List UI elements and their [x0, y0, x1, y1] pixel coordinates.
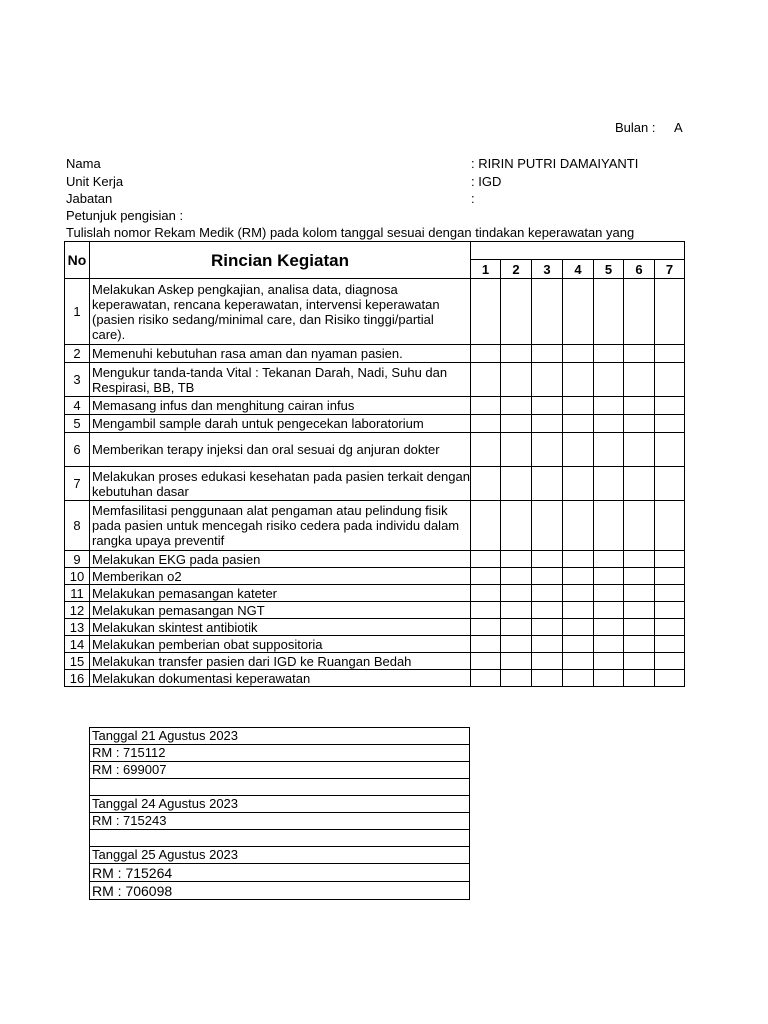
table-row	[65, 345, 685, 363]
row-activity: Melakukan Askep pengkajian, analisa data, diagnosa keperawatan, rencana keperawatan, intervensi keperawatan (pasien risiko sedang/minimal care, dan Risiko tinggi/partial care).	[90, 279, 471, 345]
date-cell[interactable]	[471, 653, 501, 670]
date-cell[interactable]	[471, 636, 501, 653]
date-col-2: 2	[501, 260, 532, 279]
table-row	[65, 501, 685, 551]
date-cell[interactable]	[471, 670, 501, 687]
date-cell[interactable]	[532, 433, 563, 467]
date-cell[interactable]	[471, 363, 501, 397]
rm-log-entry: RM : 706098	[90, 882, 470, 900]
date-cell[interactable]	[501, 433, 532, 467]
row-number: 14	[65, 636, 90, 653]
date-cell[interactable]	[532, 467, 563, 501]
rm-log-row	[90, 779, 470, 796]
table-row	[65, 467, 685, 501]
date-cell[interactable]	[563, 397, 594, 415]
rm-log-blank	[90, 830, 470, 847]
row-activity: Melakukan proses edukasi kesehatan pada pasien terkait dengan kebutuhan dasar	[90, 467, 471, 501]
date-cell[interactable]	[594, 415, 624, 433]
rm-log-date: Tanggal 24 Agustus 2023	[90, 796, 470, 813]
date-cell[interactable]	[471, 433, 501, 467]
date-cell[interactable]	[471, 585, 501, 602]
row-activity: Memasang infus dan menghitung cairan infus	[90, 397, 471, 415]
rm-log-entry: RM : 715112	[90, 745, 470, 762]
row-number: 16	[65, 670, 90, 687]
rm-log-row	[90, 882, 470, 900]
date-cell[interactable]	[655, 433, 685, 467]
rm-log-row	[90, 762, 470, 779]
table-row	[65, 433, 685, 467]
row-activity: Melakukan pemasangan NGT	[90, 602, 471, 619]
date-cell[interactable]	[594, 619, 624, 636]
date-cell[interactable]	[501, 602, 532, 619]
date-cell[interactable]	[532, 415, 563, 433]
date-cell[interactable]	[471, 397, 501, 415]
info-value-jabatan: :	[471, 191, 475, 206]
row-number: 11	[65, 585, 90, 602]
rm-log-row	[90, 728, 470, 745]
date-cell[interactable]	[471, 551, 501, 568]
date-cell[interactable]	[624, 653, 655, 670]
date-cell[interactable]	[501, 501, 532, 551]
date-cell[interactable]	[563, 501, 594, 551]
row-number: 7	[65, 467, 90, 501]
col-header-no: No	[65, 242, 90, 279]
rm-log-row	[90, 864, 470, 882]
date-col-4: 4	[563, 260, 594, 279]
row-activity: Melakukan pemasangan kateter	[90, 585, 471, 602]
row-number: 9	[65, 551, 90, 568]
date-cell[interactable]	[563, 415, 594, 433]
date-cell[interactable]	[501, 619, 532, 636]
date-cell[interactable]	[655, 467, 685, 501]
row-activity: Memenuhi kebutuhan rasa aman dan nyaman pasien.	[90, 345, 471, 363]
date-cell[interactable]	[655, 279, 685, 345]
table-row	[65, 636, 685, 653]
table-row	[65, 397, 685, 415]
bulan-label: Bulan :	[615, 120, 656, 135]
date-cell[interactable]	[501, 653, 532, 670]
date-cell[interactable]	[624, 636, 655, 653]
rm-log-row	[90, 796, 470, 813]
date-cell[interactable]	[594, 602, 624, 619]
row-number: 5	[65, 415, 90, 433]
rm-log-row	[90, 847, 470, 864]
date-cell[interactable]	[655, 397, 685, 415]
date-cell[interactable]	[532, 363, 563, 397]
row-activity: Mengukur tanda-tanda Vital : Tekanan Darah, Nadi, Suhu dan Respirasi, BB, TB	[90, 363, 471, 397]
date-col-1: 1	[471, 260, 501, 279]
date-cell[interactable]	[563, 670, 594, 687]
date-cell[interactable]	[532, 501, 563, 551]
date-cell[interactable]	[471, 501, 501, 551]
date-cell[interactable]	[471, 602, 501, 619]
info-value-unit-kerja: : IGD	[471, 174, 502, 189]
row-number: 15	[65, 653, 90, 670]
table-row	[65, 670, 685, 687]
date-cell[interactable]	[501, 636, 532, 653]
row-activity: Melakukan dokumentasi keperawatan	[90, 670, 471, 687]
date-cell[interactable]	[655, 345, 685, 363]
date-cell[interactable]	[624, 397, 655, 415]
date-col-3: 3	[532, 260, 563, 279]
date-group-header	[471, 242, 685, 260]
row-number: 3	[65, 363, 90, 397]
date-cell[interactable]	[655, 636, 685, 653]
rm-log-table	[89, 727, 470, 900]
date-cell[interactable]	[563, 467, 594, 501]
date-cell[interactable]	[624, 551, 655, 568]
date-cell[interactable]	[471, 279, 501, 345]
info-value-nama: : RIRIN PUTRI DAMAIYANTI	[471, 156, 639, 171]
row-number: 6	[65, 433, 90, 467]
date-cell[interactable]	[501, 585, 532, 602]
rm-log-row	[90, 745, 470, 762]
date-cell[interactable]	[624, 568, 655, 585]
rm-log-entry: RM : 715243	[90, 813, 470, 830]
date-cell[interactable]	[563, 619, 594, 636]
date-cell[interactable]	[471, 568, 501, 585]
date-cell[interactable]	[501, 467, 532, 501]
row-activity: Melakukan pemberian obat suppositoria	[90, 636, 471, 653]
row-number: 2	[65, 345, 90, 363]
date-cell[interactable]	[655, 568, 685, 585]
date-cell[interactable]	[655, 585, 685, 602]
date-cell[interactable]	[594, 433, 624, 467]
date-cell[interactable]	[655, 551, 685, 568]
date-cell[interactable]	[501, 568, 532, 585]
date-cell[interactable]	[563, 433, 594, 467]
date-col-7: 7	[655, 260, 685, 279]
activity-rows	[65, 279, 685, 687]
date-cell[interactable]	[532, 279, 563, 345]
row-activity: Melakukan skintest antibiotik	[90, 619, 471, 636]
date-cell[interactable]	[532, 585, 563, 602]
date-cell[interactable]	[655, 619, 685, 636]
date-cell[interactable]	[501, 415, 532, 433]
date-cell[interactable]	[501, 551, 532, 568]
date-cell[interactable]	[501, 345, 532, 363]
date-cell[interactable]	[532, 670, 563, 687]
rm-log-blank	[90, 779, 470, 796]
date-cell[interactable]	[594, 551, 624, 568]
row-number: 10	[65, 568, 90, 585]
date-cell[interactable]	[563, 602, 594, 619]
date-cell[interactable]	[563, 568, 594, 585]
row-activity: Melakukan EKG pada pasien	[90, 551, 471, 568]
date-cell[interactable]	[655, 501, 685, 551]
date-col-5: 5	[594, 260, 624, 279]
date-cell[interactable]	[624, 415, 655, 433]
date-cell[interactable]	[532, 619, 563, 636]
table-row	[65, 568, 685, 585]
row-activity: Melakukan transfer pasien dari IGD ke Ruangan Bedah	[90, 653, 471, 670]
table-row	[65, 551, 685, 568]
info-label-nama: Nama	[66, 156, 101, 171]
date-cell[interactable]	[594, 363, 624, 397]
activity-table	[64, 241, 685, 687]
table-row	[65, 415, 685, 433]
date-cell[interactable]	[471, 619, 501, 636]
date-cell[interactable]	[594, 653, 624, 670]
row-activity: Memfasilitasi penggunaan alat pengaman atau pelindung fisik pada pasien untuk mencegah risiko cedera pada individu dalam rangka upaya preventif	[90, 501, 471, 551]
date-cell[interactable]	[655, 363, 685, 397]
row-activity: Memberikan o2	[90, 568, 471, 585]
date-cell[interactable]	[624, 670, 655, 687]
date-cell[interactable]	[532, 397, 563, 415]
date-cell[interactable]	[655, 670, 685, 687]
rm-log-date: Tanggal 25 Agustus 2023	[90, 847, 470, 864]
row-activity: Memberikan terapy injeksi dan oral sesuai dg anjuran dokter	[90, 433, 471, 467]
date-cell[interactable]	[501, 279, 532, 345]
rm-log-date: Tanggal 21 Agustus 2023	[90, 728, 470, 745]
row-number: 12	[65, 602, 90, 619]
date-cell[interactable]	[594, 568, 624, 585]
date-cell[interactable]	[563, 551, 594, 568]
rm-log-entry: RM : 715264	[90, 864, 470, 882]
date-cell[interactable]	[594, 585, 624, 602]
row-number: 13	[65, 619, 90, 636]
date-cell[interactable]	[594, 279, 624, 345]
instructions-title: Petunjuk pengisian :	[66, 208, 184, 223]
table-row	[65, 653, 685, 670]
date-cell[interactable]	[501, 397, 532, 415]
date-cell[interactable]	[655, 602, 685, 619]
date-cell[interactable]	[501, 363, 532, 397]
date-cell[interactable]	[532, 602, 563, 619]
table-row	[65, 279, 685, 345]
instructions-text: Tulislah nomor Rekam Medik (RM) pada kolom tanggal sesuai dengan tindakan keperawatan yang	[66, 225, 635, 240]
date-cell[interactable]	[532, 653, 563, 670]
date-cell[interactable]	[624, 619, 655, 636]
col-header-activity: Rincian Kegiatan	[90, 242, 471, 279]
date-cell[interactable]	[624, 602, 655, 619]
info-label-unit-kerja: Unit Kerja	[66, 174, 124, 189]
date-cell[interactable]	[594, 345, 624, 363]
rm-log-rows	[90, 728, 470, 900]
row-number: 4	[65, 397, 90, 415]
date-cell[interactable]	[563, 653, 594, 670]
date-cell[interactable]	[471, 415, 501, 433]
date-cell[interactable]	[532, 568, 563, 585]
date-cell[interactable]	[624, 585, 655, 602]
date-cell[interactable]	[501, 670, 532, 687]
date-cell[interactable]	[471, 345, 501, 363]
date-cell[interactable]	[563, 363, 594, 397]
date-cell[interactable]	[563, 636, 594, 653]
table-row	[65, 585, 685, 602]
date-cell[interactable]	[624, 345, 655, 363]
date-cell[interactable]	[532, 345, 563, 363]
info-label-jabatan: Jabatan	[66, 191, 113, 206]
date-cell[interactable]	[532, 551, 563, 568]
date-cell[interactable]	[624, 279, 655, 345]
row-activity: Mengambil sample darah untuk pengecekan laboratorium	[90, 415, 471, 433]
row-number: 1	[65, 279, 90, 345]
bulan-value: A	[674, 120, 683, 135]
date-cell[interactable]	[563, 585, 594, 602]
table-row	[65, 619, 685, 636]
date-cell[interactable]	[532, 636, 563, 653]
date-cell[interactable]	[624, 433, 655, 467]
date-cell[interactable]	[594, 636, 624, 653]
date-cell[interactable]	[624, 467, 655, 501]
date-cell[interactable]	[594, 467, 624, 501]
rm-log-row	[90, 830, 470, 847]
row-number: 8	[65, 501, 90, 551]
rm-log-row	[90, 813, 470, 830]
date-cell[interactable]	[624, 501, 655, 551]
rm-log-entry: RM : 699007	[90, 762, 470, 779]
date-cell[interactable]	[471, 467, 501, 501]
date-cell[interactable]	[594, 397, 624, 415]
date-cell[interactable]	[594, 670, 624, 687]
table-row	[65, 363, 685, 397]
date-cell[interactable]	[655, 415, 685, 433]
date-cell[interactable]	[563, 345, 594, 363]
date-cell[interactable]	[563, 279, 594, 345]
date-col-6: 6	[624, 260, 655, 279]
date-cell[interactable]	[594, 501, 624, 551]
table-row	[65, 602, 685, 619]
date-cell[interactable]	[655, 653, 685, 670]
date-cell[interactable]	[624, 363, 655, 397]
